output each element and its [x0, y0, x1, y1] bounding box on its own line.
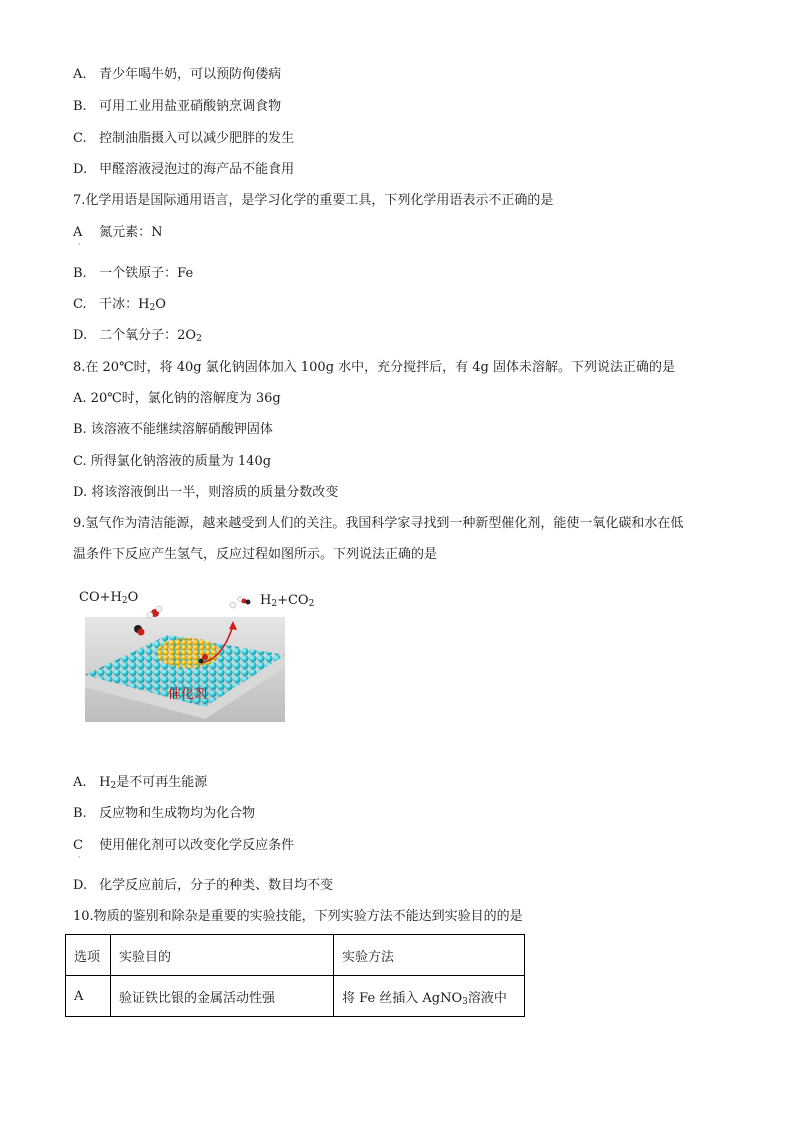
q8-option-c: C. 所得氯化钠溶液的质量为 140g	[73, 454, 272, 469]
table-cell: A	[66, 976, 111, 1017]
table-row	[66, 976, 525, 1017]
catalyst-illustration	[73, 585, 313, 725]
adsorbed-carbon	[199, 659, 204, 664]
q6-option-d: D. 甲醛溶液浸泡过的海产品不能食用	[73, 162, 295, 177]
water-hydrogen	[147, 612, 153, 618]
table-header-cell: 实验方法	[334, 935, 525, 976]
q7-option-d: D. 二个氧分子：$2O_2$	[73, 328, 202, 344]
q8-option-d: D. 将该溶液倒出一半，则溶质的质量分数改变	[73, 485, 339, 500]
q7-option-b: B. 一个铁原子：Fe	[73, 266, 194, 281]
q8-option-a: A. 20℃时，氯化钠的溶解度为 36g	[73, 391, 281, 406]
q9-stem-line2: 温条件下反应产生氢气，反应过程如图所示。下列说法正确的是	[73, 547, 438, 562]
q6-option-c: C. 控制油脂摄入可以减少肥胖的发生	[73, 131, 295, 146]
table-header-cell: 选项	[66, 935, 111, 976]
q9-option-a: A. $H_2$是不可再生能源	[73, 775, 208, 791]
co2-carbon	[246, 600, 251, 605]
q7-stem: 7.化学用语是国际通用语言，是学习化学的重要工具，下列化学用语表示不正确的是	[73, 193, 554, 208]
table-cell: 验证铁比银的金属活动性强	[111, 976, 334, 1017]
gold-cluster-top	[167, 639, 203, 655]
h2-atom-2	[230, 602, 236, 608]
q9-stem-line1: 9.氢气作为清洁能源，越来越受到人们的关注。我国科学家寻找到一种新型催化剂，能使一氧化碳和水在低	[73, 516, 684, 531]
products-label: $H_2+CO_2$	[260, 593, 315, 609]
catalyst-label: 催化剂	[168, 687, 208, 702]
q9-option-d: D. 化学反应前后，分子的种类、数目均不变	[73, 878, 334, 893]
q6-option-b: B. 可用工业用盐亚硝酸钠烹调食物	[73, 99, 282, 114]
table-cell: 将 Fe 丝插入 AgNO$_3$溶液中	[334, 976, 525, 1017]
decor-dot-2: ·	[78, 853, 81, 862]
q6-option-a: A. 青少年喝牛奶，可以预防佝偻病	[73, 67, 282, 82]
q9-option-c: C 使用催化剂可以改变化学反应条件	[73, 838, 295, 853]
experiment-table	[65, 934, 525, 1017]
water-hydrogen-2	[156, 606, 162, 612]
oxygen-atom	[138, 629, 145, 636]
reactants-label: $CO+H_2O$	[79, 590, 139, 606]
decor-dot: ·	[78, 240, 81, 249]
q7-option-a: A 氮元素：N	[73, 225, 163, 240]
table-header-cell: 实验目的	[111, 935, 334, 976]
catalyst-figure	[73, 585, 313, 725]
table-header-row	[66, 935, 525, 976]
q8-option-b: B. 该溶液不能继续溶解硝酸钾固体	[73, 422, 273, 437]
q8-stem: 8.在 20℃时，将 40g 氯化钠固体加入 100g 水中，充分搅拌后，有 4g 固体未溶解。下列说法正确的是	[73, 360, 676, 375]
q9-option-b: B. 反应物和生成物均为化合物	[73, 806, 256, 821]
q7-option-c: C. 干冰：$H_2O$	[73, 297, 166, 313]
adsorbed-oxygen	[202, 654, 208, 660]
q10-stem: 10.物质的鉴别和除杂是重要的实验技能，下列实验方法不能达到实验目的的是	[73, 909, 523, 924]
